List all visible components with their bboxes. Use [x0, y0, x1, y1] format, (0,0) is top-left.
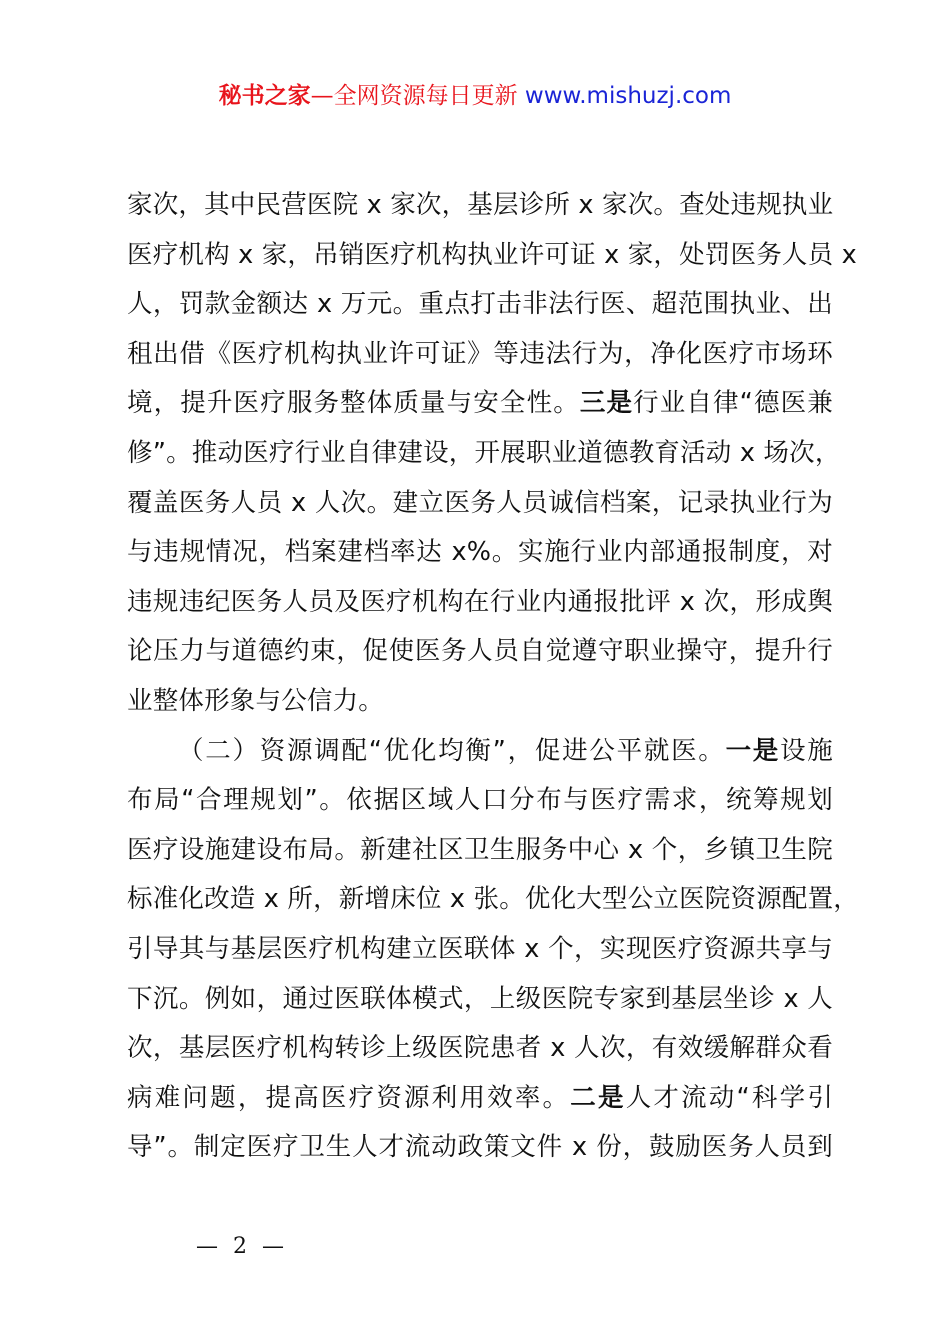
document-body — [127, 181, 860, 1173]
text-line: 论压力与道德约束，促使医务人员自觉遵守职业操守，提升行 — [127, 636, 833, 667]
text-line: 下沉。例如，通过医联体模式，上级医院专家到基层坐诊 x 人 — [127, 983, 833, 1014]
emphasis: 二是 — [570, 1082, 626, 1113]
text-line: 人，罚款金额达 x 万元。重点打击非法行医、超范围执业、出 — [127, 289, 833, 320]
text-line: 医疗机构 x 家，吊销医疗机构执业许可证 x 家，处罚医务人员 x — [127, 239, 857, 270]
text-line: 次，基层医疗机构转诊上级医院患者 x 人次，有效缓解群众看 — [127, 1033, 833, 1064]
text-line: 布局“合理规划”。依据区域人口分布与医疗需求，统筹规划 — [127, 785, 833, 816]
text-line: 修”。推动医疗行业自律建设，开展职业道德教育活动 x 场次， — [127, 437, 841, 468]
text-line: 业整体形象与公信力。 — [127, 685, 385, 716]
document-header — [0, 80, 950, 112]
text-line: 违规违纪医务人员及医疗机构在行业内通报批评 x 次，形成舆 — [127, 586, 833, 617]
text-line: 覆盖医务人员 x 人次。建立医务人员诚信档案，记录执业行为 — [127, 487, 833, 518]
page-number: — 2 — — [196, 1234, 288, 1259]
emphasis: 三是 — [579, 388, 634, 419]
text-line: 家次，其中民营医院 x 家次，基层诊所 x 家次。查处违规执业 — [127, 190, 834, 220]
text-line: 导”。制定医疗卫生人才流动政策文件 x 份，鼓励医务人员到 — [127, 1132, 833, 1163]
text-line: 引导其与基层医疗机构建立医联体 x 个，实现医疗资源共享与 — [127, 933, 833, 964]
text-line: 境，提升医疗服务整体质量与安全性。三是行业自律“德医兼 — [127, 388, 833, 419]
emphasis: 一是 — [725, 735, 781, 766]
header-slogan: —全网资源每日更新 — [310, 83, 525, 109]
header-url-link[interactable]: www.mishuzj.com — [524, 83, 732, 109]
text-line: 租出借《医疗机构执业许可证》等违法行为，净化医疗市场环 — [127, 338, 833, 369]
header-brand: 秘书之家 — [218, 83, 311, 109]
text-line: 病难问题，提高医疗资源利用效率。二是人才流动“科学引 — [127, 1082, 834, 1113]
text-line: 标准化改造 x 所，新增床位 x 张。优化大型公立医院资源配置， — [127, 884, 860, 915]
text-line: 与违规情况，档案建档率达 x%。实施行业内部通报制度，对 — [127, 537, 833, 568]
text-line: 医疗设施建设布局。新建社区卫生服务中心 x 个，乡镇卫生院 — [127, 834, 833, 865]
section-heading-line: （二）资源调配“优化均衡”，促进公平就医。一是设施 — [178, 735, 834, 766]
